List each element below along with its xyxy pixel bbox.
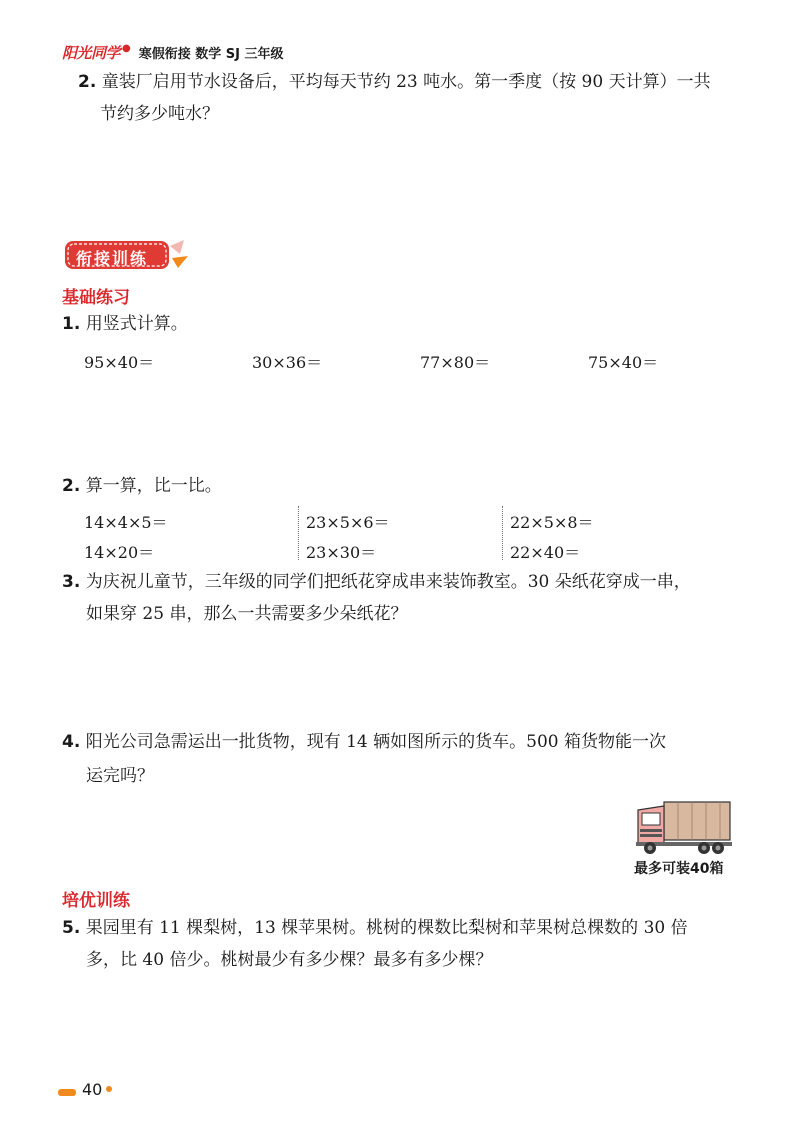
question-text-line2: 节约多少吨水？ <box>100 104 219 124</box>
truck-icon <box>634 796 734 856</box>
truck-caption: 最多可装40箱 <box>634 861 724 877</box>
question-text: 算一算，比一比。 <box>85 476 222 496</box>
compare-expression: 14×20＝ <box>84 543 155 562</box>
basic-practice-title: 基础练习 <box>62 288 130 308</box>
calc-expression: 95×40＝ <box>84 353 155 372</box>
calc-expression: 30×36＝ <box>252 353 323 372</box>
question-text-line1: 童装厂启用节水设备后，平均每天节约 23 吨水。第一季度（按 90 天计算）一共 <box>101 72 711 92</box>
page-number: 40 <box>82 1080 103 1099</box>
question-text-line1: 阳光公司急需运出一批货物，现有 14 辆如图所示的货车。500 箱货物能一次 <box>85 732 666 752</box>
brand-logo: 阳光同学 <box>62 43 121 62</box>
column-divider <box>298 506 299 560</box>
advanced-practice-title: 培优训练 <box>62 891 130 911</box>
question-number: 1. <box>62 314 81 334</box>
question-1 <box>62 316 188 333</box>
section-badge-label: 衔接训练 <box>76 249 149 268</box>
compare-expression: 22×5×8＝ <box>510 513 594 532</box>
header-title: 寒假衔接 数学 SJ 三年级 <box>138 46 284 62</box>
question-number: 2. <box>78 72 97 92</box>
compare-expression: 23×5×6＝ <box>306 513 390 532</box>
compare-expression: 14×4×5＝ <box>84 513 168 532</box>
question-text: 用竖式计算。 <box>85 314 188 334</box>
footer-bar <box>58 1089 76 1096</box>
question-4 <box>62 734 666 751</box>
question-text-line1: 果园里有 11 棵梨树，13 棵苹果树。桃树的棵数比梨树和苹果树总棵数的 30 倍 <box>85 918 688 938</box>
question-5 <box>62 920 688 937</box>
compare-expression: 22×40＝ <box>510 543 581 562</box>
logo-mark-icon: ● <box>122 42 131 54</box>
calc-expression: 75×40＝ <box>588 353 659 372</box>
question-number: 4. <box>62 732 81 752</box>
page-header <box>62 40 284 64</box>
question-3 <box>62 574 691 591</box>
compare-expression: 23×30＝ <box>306 543 377 562</box>
question-number: 3. <box>62 572 81 592</box>
question-number: 2. <box>62 476 81 496</box>
column-divider <box>502 506 503 560</box>
calc-expression: 77×80＝ <box>420 353 491 372</box>
question-top <box>78 74 711 91</box>
question-text-line2: 运完吗？ <box>86 766 154 786</box>
footer-dot-icon <box>106 1086 112 1092</box>
section-badge <box>62 236 174 270</box>
question-text-line1: 为庆祝儿童节，三年级的同学们把纸花穿成串来装饰教室。30 朵纸花穿成一串， <box>85 572 691 592</box>
question-2 <box>62 478 222 495</box>
question-number: 5. <box>62 918 81 938</box>
question-text-line2: 如果穿 25 串，那么一共需要多少朵纸花？ <box>86 604 408 624</box>
question-text-line2: 多，比 40 倍少。桃树最少有多少棵？最多有多少棵？ <box>86 950 493 970</box>
